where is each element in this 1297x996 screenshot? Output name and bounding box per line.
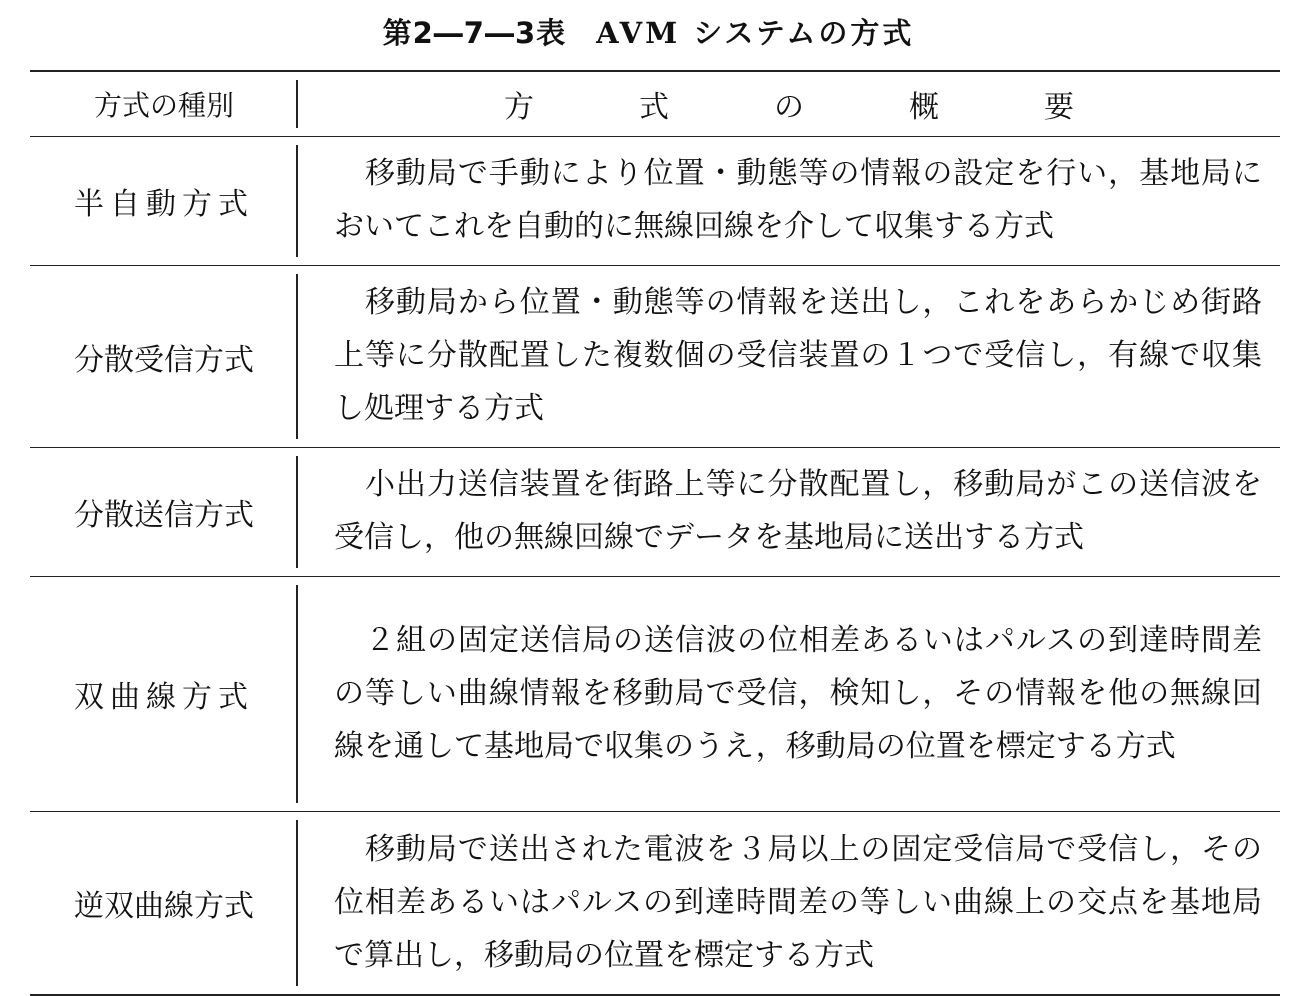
method-description-cell	[298, 137, 1280, 266]
header-overview-char: 方	[504, 90, 534, 125]
method-type-cell: 分散受信方式	[30, 266, 298, 448]
method-type-cell: 分散送信方式	[30, 448, 298, 577]
header-overview-char: 式	[639, 90, 669, 125]
header-overview	[298, 71, 1280, 137]
header-overview-char: 概	[909, 90, 939, 125]
method-description-cell	[298, 266, 1280, 448]
table-row	[30, 812, 1280, 996]
table-row	[30, 448, 1280, 577]
table-row	[30, 577, 1280, 812]
table-caption: AVM システムの方式	[596, 16, 915, 50]
method-description: 移動局から位置・動態等の情報を送出し，これをあらかじめ街路上等に分散配置した複数個の受信装置の１つで受信し，有線で収集し処理する方式	[334, 285, 1262, 426]
method-type-cell: 半自動方式	[30, 137, 298, 266]
table-header-row	[30, 71, 1280, 137]
table-row	[30, 137, 1280, 266]
table-number: 第2―7―3表	[382, 16, 567, 50]
method-description: ２組の固定送信局の送信波の位相差あるいはパルスの到達時間差の等しい曲線情報を移動局で受信，検知し，その情報を他の無線回線を通して基地局で収集のうえ，移動局の位置を標定する方式	[334, 622, 1262, 764]
method-description: 移動局で送出された電波を３局以上の固定受信局で受信し，その位相差あるいはパルスの到達時間差の等しい曲線上の交点を基地局で算出し，移動局の位置を標定する方式	[334, 831, 1262, 973]
method-description-cell	[298, 577, 1280, 812]
table-row	[30, 266, 1280, 448]
method-description-cell	[298, 448, 1280, 577]
header-overview-char: 要	[1044, 90, 1074, 125]
table-title	[0, 10, 1297, 56]
method-description: 移動局で手動により位置・動態等の情報の設定を行い，基地局においてこれを自動的に無線回線を介して収集する方式	[334, 156, 1262, 244]
header-method-type: 方式の種別	[30, 71, 298, 137]
method-description-cell	[298, 812, 1280, 996]
method-type-cell: 逆双曲線方式	[30, 812, 298, 996]
method-description: 小出力送信装置を街路上等に分散配置し，移動局がこの送信波を受信し，他の無線回線でデータを基地局に送出する方式	[334, 467, 1262, 555]
method-type-cell: 双曲線方式	[30, 577, 298, 812]
header-overview-char: の	[774, 90, 804, 125]
avm-methods-table	[30, 70, 1280, 996]
